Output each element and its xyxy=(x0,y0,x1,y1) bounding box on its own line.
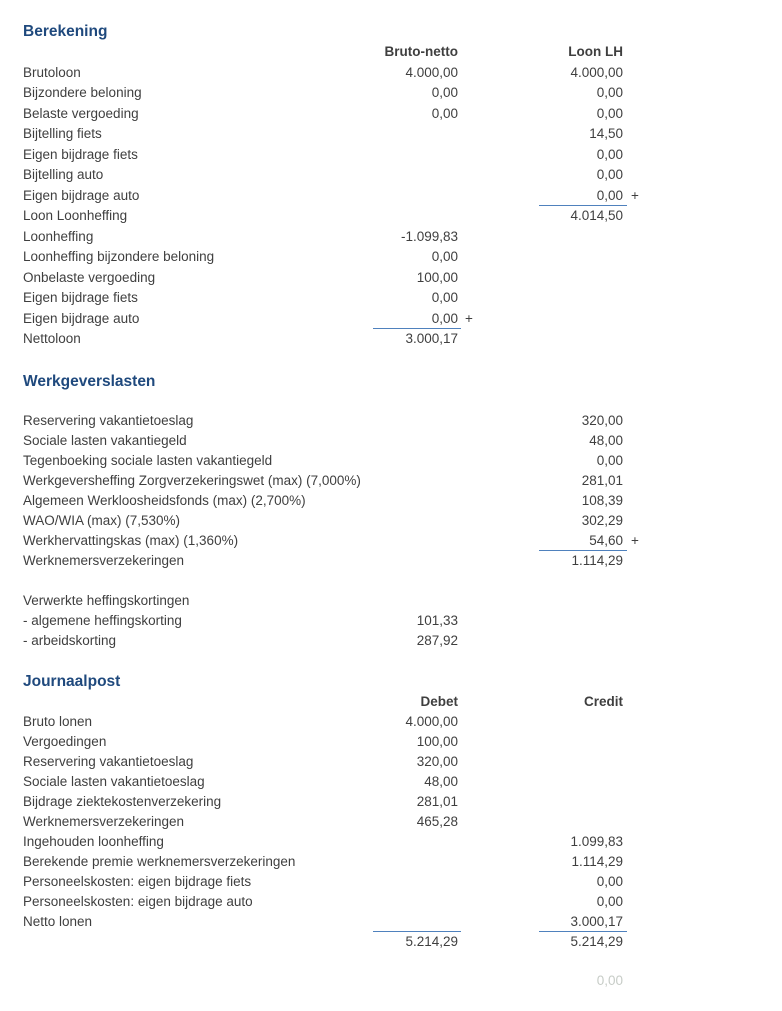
operator-spacer xyxy=(461,872,479,892)
value-col1: 320,00 xyxy=(416,753,458,769)
operator-spacer xyxy=(461,42,479,63)
value-col2: 3.000,17 xyxy=(539,912,627,932)
row-label: Bijzondere beloning xyxy=(23,85,142,100)
value-col2: 1.114,29 xyxy=(571,553,623,568)
table-row xyxy=(23,752,782,772)
column-header-debet: Debet xyxy=(420,693,458,709)
operator-spacer xyxy=(461,551,479,571)
table-row xyxy=(23,451,782,471)
table-row xyxy=(23,852,782,872)
column-header-loon-lh: Loon LH xyxy=(568,44,623,59)
value-col1 xyxy=(373,471,461,491)
value-col2 xyxy=(539,227,627,248)
value-col2: 0,00 xyxy=(596,146,623,162)
operator-spacer xyxy=(461,571,479,591)
operator-spacer xyxy=(461,491,479,511)
value-col2: 320,00 xyxy=(581,413,623,428)
value-col2: 48,00 xyxy=(589,433,623,448)
value-col2: 0,00 xyxy=(596,453,623,468)
table-row xyxy=(23,431,782,451)
operator-spacer xyxy=(461,227,479,248)
section-berekening xyxy=(23,21,782,350)
table-row xyxy=(23,145,782,166)
operator-spacer xyxy=(627,892,645,912)
value-col2 xyxy=(539,309,627,330)
table-row xyxy=(23,247,782,268)
operator-spacer xyxy=(461,145,479,166)
value-col2 xyxy=(539,712,627,732)
row-label: - algemene heffingskorting xyxy=(23,613,182,628)
value-col1: 0,00 xyxy=(431,249,458,264)
value-col1 xyxy=(373,872,461,892)
value-col2: 14,50 xyxy=(589,126,623,141)
operator-spacer xyxy=(627,491,645,511)
value-col2 xyxy=(539,247,627,268)
table-row xyxy=(23,491,782,511)
value-col1 xyxy=(373,145,461,166)
operator-spacer xyxy=(627,772,645,792)
value-col1 xyxy=(373,186,461,207)
value-col1 xyxy=(373,852,461,872)
operator-spacer xyxy=(627,471,645,491)
operator-spacer xyxy=(627,227,645,248)
value-col2: 281,01 xyxy=(581,473,623,488)
table-row xyxy=(23,329,782,350)
value-col2: 302,29 xyxy=(581,513,623,528)
value-col1 xyxy=(373,912,461,932)
operator-spacer xyxy=(627,732,645,752)
table-row xyxy=(23,165,782,186)
operator-spacer xyxy=(461,712,479,732)
value-col1: 465,28 xyxy=(416,813,458,829)
row-label: Ingehouden loonheffing xyxy=(23,833,164,849)
row-label: Tegenboeking sociale lasten vakantiegeld xyxy=(23,453,273,468)
operator-spacer xyxy=(627,411,645,431)
table-row xyxy=(23,268,782,289)
value-col2 xyxy=(539,288,627,309)
value-col2: 0,00 xyxy=(596,105,623,121)
spacer-row xyxy=(23,571,782,591)
table-row xyxy=(23,551,782,571)
operator-spacer xyxy=(627,511,645,531)
table-row xyxy=(23,206,782,227)
value-col1: 48,00 xyxy=(424,773,458,789)
table-row xyxy=(23,872,782,892)
value-col2 xyxy=(539,329,627,350)
table-row xyxy=(23,611,782,631)
value-col1 xyxy=(373,411,461,431)
operator-spacer xyxy=(627,551,645,571)
plus-operator: + xyxy=(631,187,639,203)
value-col1 xyxy=(373,832,461,852)
table-row xyxy=(23,591,782,611)
table-row xyxy=(23,411,782,431)
row-label: Sociale lasten vakantietoeslag xyxy=(23,773,205,789)
operator-spacer xyxy=(461,471,479,491)
row-label: Vergoedingen xyxy=(23,733,107,749)
operator-spacer xyxy=(461,912,479,932)
row-label: Nettoloon xyxy=(23,331,81,346)
section-werkgeverslasten xyxy=(23,371,782,652)
operator-spacer xyxy=(627,83,645,104)
table-row xyxy=(23,227,782,248)
operator-spacer xyxy=(627,932,645,952)
operator-spacer xyxy=(627,165,645,186)
row-label: Bijtelling fiets xyxy=(23,126,102,141)
row-label: Personeelskosten: eigen bijdrage auto xyxy=(23,893,253,909)
row-label: Bijtelling auto xyxy=(23,167,104,182)
column-header-row-journaalpost xyxy=(23,692,782,712)
operator-spacer xyxy=(461,631,479,651)
value-col2: 4.000,00 xyxy=(570,64,623,80)
operator-spacer xyxy=(461,732,479,752)
plus-operator: + xyxy=(465,310,473,326)
value-col1: 4.000,00 xyxy=(405,713,458,729)
operator-spacer xyxy=(627,309,645,330)
operator-spacer xyxy=(461,206,479,227)
table-row xyxy=(23,471,782,491)
row-label: Bijdrage ziektekostenverzekering xyxy=(23,793,222,809)
operator-spacer xyxy=(461,832,479,852)
operator-spacer xyxy=(461,247,479,268)
operator-spacer xyxy=(461,932,479,952)
value-col1: 281,01 xyxy=(416,793,458,809)
value-col1: 3.000,17 xyxy=(405,331,458,346)
table-row xyxy=(23,892,782,912)
row-label: Loon Loonheffing xyxy=(23,208,128,223)
value-col1: 0,00 xyxy=(431,105,458,121)
section-title-werkgeverslasten: Werkgeverslasten xyxy=(23,372,156,390)
operator-spacer xyxy=(461,772,479,792)
operator-spacer xyxy=(461,268,479,289)
residual-row xyxy=(23,971,782,991)
operator-spacer xyxy=(627,712,645,732)
operator-spacer xyxy=(627,431,645,451)
operator-spacer xyxy=(627,591,645,611)
operator-spacer xyxy=(461,812,479,832)
operator-spacer xyxy=(461,692,479,712)
operator-spacer xyxy=(627,268,645,289)
row-label: Werknemersverzekeringen xyxy=(23,813,185,829)
value-col1 xyxy=(373,971,461,991)
operator-spacer xyxy=(461,63,479,84)
operator-spacer xyxy=(627,451,645,471)
table-row xyxy=(23,186,782,207)
value-col1 xyxy=(373,571,461,591)
operator-spacer xyxy=(627,206,645,227)
operator-spacer xyxy=(461,83,479,104)
section-journaalpost xyxy=(23,671,782,952)
value-col2 xyxy=(539,812,627,832)
value-col1: 4.000,00 xyxy=(405,64,458,80)
value-col1 xyxy=(373,431,461,451)
row-label: Reservering vakantietoeslag xyxy=(23,413,194,428)
section-title-journaalpost: Journaalpost xyxy=(23,672,121,690)
operator-spacer xyxy=(627,971,645,991)
operator-spacer xyxy=(461,329,479,350)
column-header-row-berekening xyxy=(23,42,782,63)
row-label: Belaste vergoeding xyxy=(23,105,139,121)
operator-spacer xyxy=(461,411,479,431)
value-col1: 0,00 xyxy=(373,309,461,330)
value-col1 xyxy=(373,165,461,186)
operator-spacer xyxy=(627,247,645,268)
row-label: Netto lonen xyxy=(23,913,93,929)
value-col1 xyxy=(373,892,461,912)
rows-journaalpost xyxy=(23,712,782,952)
table-row xyxy=(23,531,782,551)
row-label xyxy=(23,971,373,991)
operator-spacer xyxy=(461,752,479,772)
value-col2: 0,00 xyxy=(596,167,623,182)
row-label: Verwerkte heffingskortingen xyxy=(23,593,190,608)
value-col1 xyxy=(373,451,461,471)
table-row xyxy=(23,772,782,792)
column-header-bruto-netto: Bruto-netto xyxy=(384,44,458,59)
header-label-spacer xyxy=(23,42,373,63)
row-label: Eigen bijdrage auto xyxy=(23,310,140,326)
operator-spacer xyxy=(461,431,479,451)
value-col2: 108,39 xyxy=(581,493,623,508)
row-label: Sociale lasten vakantiegeld xyxy=(23,433,187,448)
operator-spacer xyxy=(627,104,645,125)
plus-operator: + xyxy=(631,533,639,548)
row-label: Eigen bijdrage fiets xyxy=(23,146,138,162)
residual-value: 0,00 xyxy=(596,973,623,988)
row-label: Brutoloon xyxy=(23,64,81,80)
value-col2 xyxy=(539,772,627,792)
value-col1 xyxy=(373,551,461,571)
value-col1 xyxy=(373,591,461,611)
operator-spacer xyxy=(627,145,645,166)
value-col2: 5.214,29 xyxy=(570,933,623,949)
operator-spacer xyxy=(461,611,479,631)
table-row xyxy=(23,631,782,651)
value-col2 xyxy=(539,752,627,772)
value-col1 xyxy=(373,531,461,551)
operator-spacer xyxy=(461,971,479,991)
value-col2: 1.114,29 xyxy=(571,853,623,869)
table-row xyxy=(23,288,782,309)
operator-spacer xyxy=(461,124,479,145)
table-row xyxy=(23,309,782,330)
table-row xyxy=(23,83,782,104)
operator-spacer xyxy=(461,186,479,207)
value-col2: 54,60 xyxy=(539,531,627,551)
operator-spacer xyxy=(461,892,479,912)
operator-spacer xyxy=(627,792,645,812)
row-label: Werkgeversheffing Zorgverzekeringswet (max) (7,000%) xyxy=(23,473,361,488)
table-row xyxy=(23,124,782,145)
operator-spacer xyxy=(461,591,479,611)
table-row xyxy=(23,932,782,952)
value-col2: 0,00 xyxy=(539,186,627,207)
operator-spacer xyxy=(627,631,645,651)
operator-spacer xyxy=(627,692,645,712)
value-col1: 101,33 xyxy=(416,613,458,628)
value-col1 xyxy=(373,511,461,531)
table-row xyxy=(23,732,782,752)
operator-spacer xyxy=(627,852,645,872)
value-col1: 287,92 xyxy=(416,633,458,648)
value-col2 xyxy=(539,732,627,752)
value-col2 xyxy=(539,631,627,651)
table-row xyxy=(23,712,782,732)
row-label: Berekende premie werknemersverzekeringen xyxy=(23,853,296,869)
value-col2 xyxy=(539,268,627,289)
operator-spacer xyxy=(627,42,645,63)
operator-spacer xyxy=(627,288,645,309)
section-title-berekening: Berekening xyxy=(23,23,108,40)
operator-spacer xyxy=(627,872,645,892)
value-col2: 0,00 xyxy=(596,85,623,100)
operator-spacer xyxy=(627,832,645,852)
value-col2 xyxy=(539,591,627,611)
operator-spacer xyxy=(461,165,479,186)
rows-werkgeverslasten xyxy=(23,411,782,651)
row-label: Loonheffing bijzondere beloning xyxy=(23,249,215,264)
row-label: Eigen bijdrage fiets xyxy=(23,290,138,305)
value-col2 xyxy=(539,571,627,591)
table-row xyxy=(23,792,782,812)
table-row xyxy=(23,63,782,84)
value-col2 xyxy=(539,611,627,631)
row-label: Algemeen Werkloosheidsfonds (max) (2,700%) xyxy=(23,493,306,508)
table-row xyxy=(23,832,782,852)
value-col2: 1.099,83 xyxy=(570,833,623,849)
row-label: Eigen bijdrage auto xyxy=(23,187,140,203)
column-header-credit: Credit xyxy=(583,693,623,709)
table-row xyxy=(23,912,782,932)
operator-spacer xyxy=(627,912,645,932)
value-col1: 100,00 xyxy=(416,733,458,749)
operator-spacer xyxy=(627,124,645,145)
operator-spacer xyxy=(627,571,645,591)
value-col1: 100,00 xyxy=(416,269,458,285)
row-label: Loonheffing xyxy=(23,228,94,244)
value-col2 xyxy=(539,792,627,812)
row-label: Werkhervattingskas (max) (1,360%) xyxy=(23,533,239,548)
table-row xyxy=(23,511,782,531)
row-label: Bruto lonen xyxy=(23,713,93,729)
row-label: - arbeidskorting xyxy=(23,633,117,648)
operator-spacer xyxy=(461,288,479,309)
operator-spacer xyxy=(461,531,479,551)
value-col1 xyxy=(373,206,461,227)
operator-spacer xyxy=(627,329,645,350)
value-col2: 0,00 xyxy=(596,873,623,889)
header-label-spacer xyxy=(23,692,373,712)
value-col1 xyxy=(373,124,461,145)
operator-spacer xyxy=(627,812,645,832)
value-col1: 0,00 xyxy=(431,290,458,305)
value-col1 xyxy=(373,491,461,511)
value-col1: -1.099,83 xyxy=(400,228,458,244)
operator-spacer xyxy=(461,852,479,872)
value-col1: 0,00 xyxy=(431,85,458,100)
operator-spacer xyxy=(461,451,479,471)
operator-spacer xyxy=(627,611,645,631)
row-label: Reservering vakantietoeslag xyxy=(23,753,194,769)
row-label: Personeelskosten: eigen bijdrage fiets xyxy=(23,873,252,889)
row-label: Werknemersverzekeringen xyxy=(23,553,185,568)
value-col2: 4.014,50 xyxy=(570,208,623,223)
operator-spacer xyxy=(461,792,479,812)
table-row xyxy=(23,104,782,125)
operator-spacer xyxy=(461,511,479,531)
operator-spacer xyxy=(627,63,645,84)
operator-spacer xyxy=(461,104,479,125)
table-row xyxy=(23,812,782,832)
row-label: Onbelaste vergoeding xyxy=(23,269,156,285)
row-label xyxy=(23,932,373,952)
row-label: WAO/WIA (max) (7,530%) xyxy=(23,513,181,528)
operator-spacer xyxy=(627,752,645,772)
value-col2: 0,00 xyxy=(596,893,623,909)
row-label xyxy=(23,571,373,591)
value-col1: 5.214,29 xyxy=(405,933,458,949)
rows-berekening xyxy=(23,63,782,350)
